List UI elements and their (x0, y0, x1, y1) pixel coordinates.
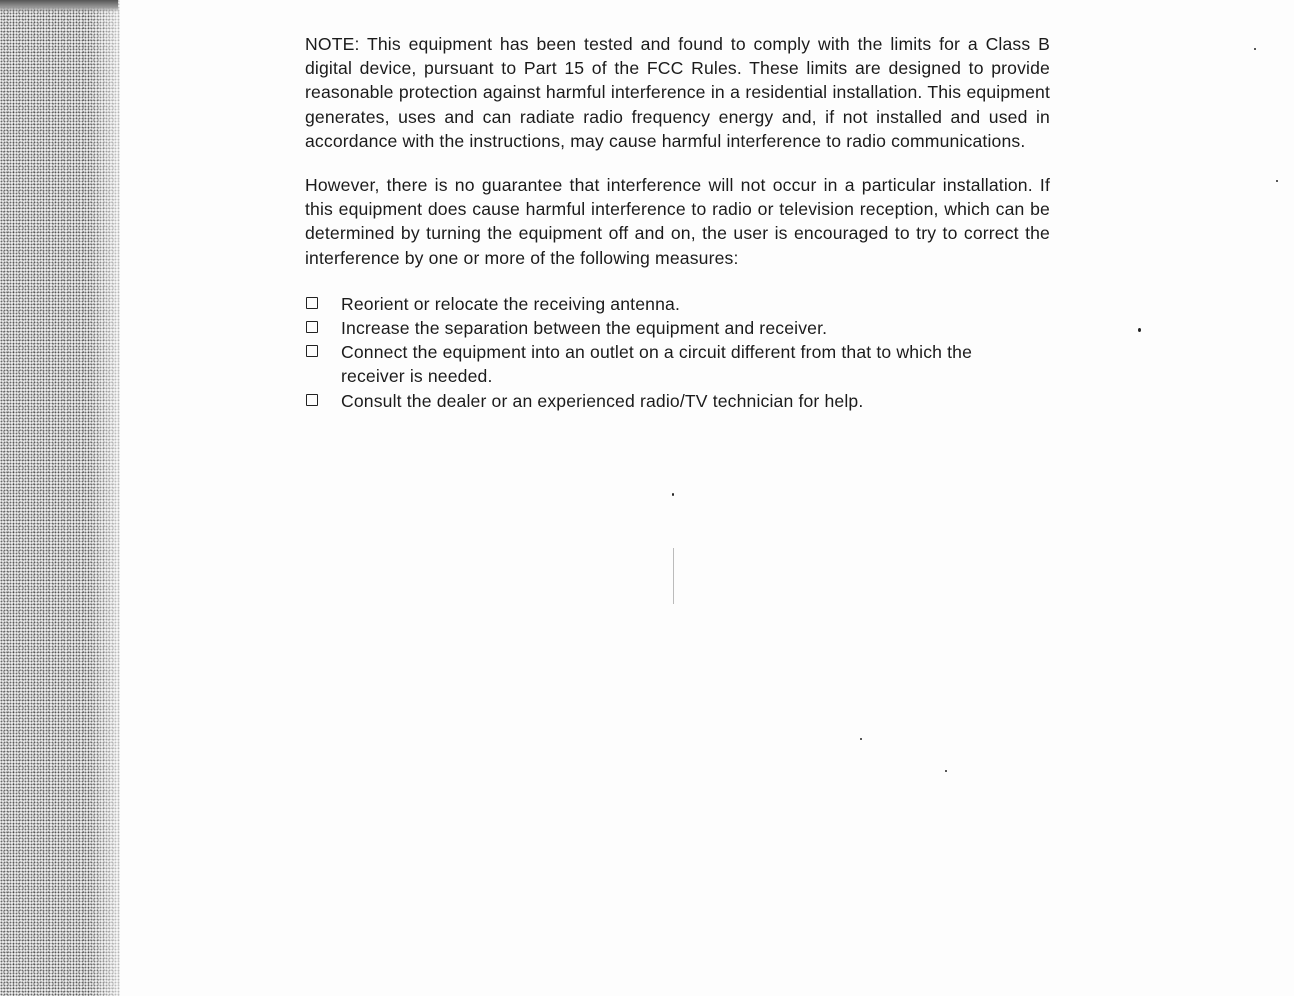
empty-checkbox-icon (306, 297, 318, 309)
measure-item (305, 340, 1005, 388)
fcc-note-paragraph: NOTE: This equipment has been tested and found to comply with the limits for a Class B digital device, pursuant to Part 15 of the FCC Rules. These limits are designed to provide reasonable protection against harmful interference in a residential installation. This equipment generates, uses and can radiate radio frequency energy and, if not installed and used in accordance with the instructions, may cause harmful interference to radio communications. (305, 34, 1050, 151)
fcc-notice (305, 32, 1050, 413)
measure-text: Consult the dealer or an experienced radio/TV technician for help. (341, 390, 864, 411)
scan-speck (945, 770, 947, 772)
empty-checkbox-icon (306, 321, 318, 333)
measure-text: Connect the equipment into an outlet on a circuit different from that to which the receiver is needed. (341, 342, 973, 387)
scan-shadow-edge (0, 0, 120, 996)
scan-speck (1254, 48, 1256, 50)
measure-text: Reorient or relocate the receiving antenna. (341, 293, 680, 314)
scan-speck (1138, 328, 1141, 332)
scan-top-shadow (0, 0, 118, 12)
measure-item (305, 389, 1005, 413)
measures-list (305, 292, 1005, 413)
scan-speck (1276, 180, 1278, 182)
scan-line-mark (673, 548, 674, 604)
interference-paragraph: However, there is no guarantee that interference will not occur in a particular installation. If this equipment does cause harmful interference to radio or television reception, which can be determined by turning the equipment off and on, the user is encouraged to try to correct the interference by one or more of the following measures: (305, 175, 1050, 268)
empty-checkbox-icon (306, 345, 318, 357)
scan-speck (672, 493, 674, 496)
empty-checkbox-icon (306, 394, 318, 406)
measure-item (305, 316, 1005, 340)
measure-item (305, 292, 1005, 316)
scan-speck (860, 738, 862, 740)
measure-text: Increase the separation between the equipment and receiver. (341, 318, 828, 339)
